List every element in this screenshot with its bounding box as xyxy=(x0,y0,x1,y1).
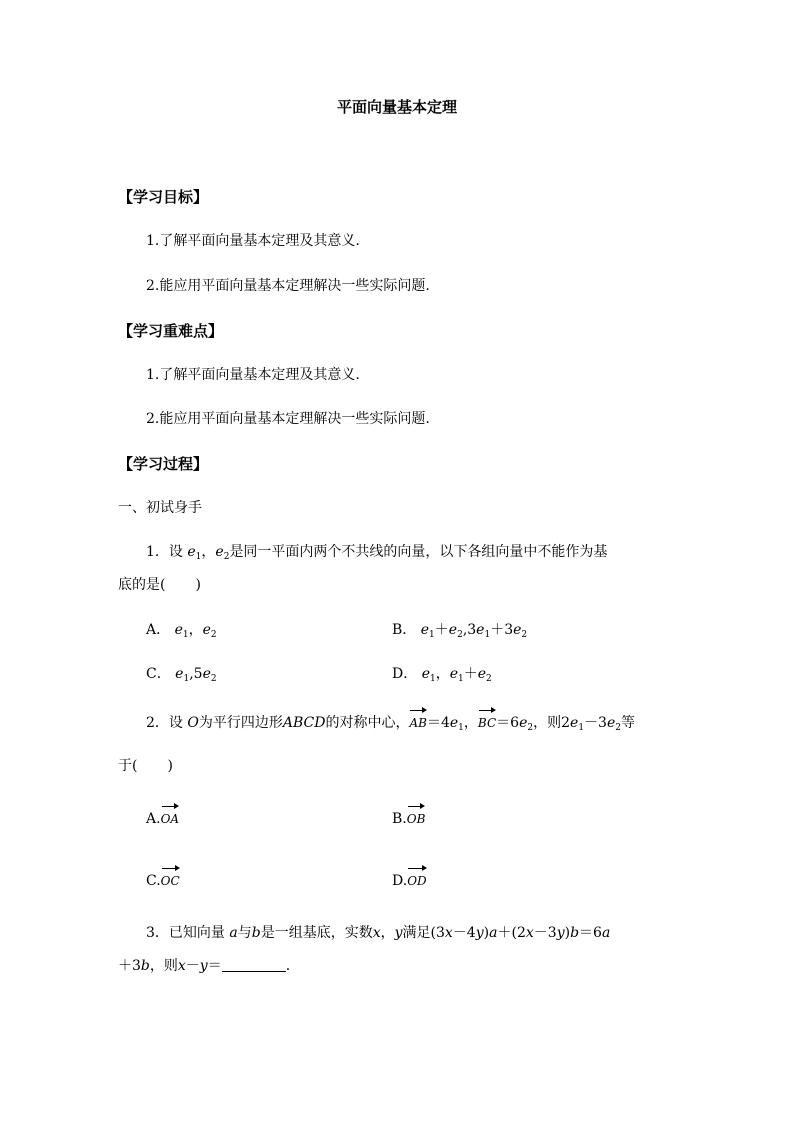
page-title: 平面向量基本定理 xyxy=(336,98,457,116)
goals-heading: 【学习目标】 xyxy=(118,188,209,206)
q3-line-2: ＋3b，则x－y＝ . xyxy=(118,958,291,974)
q2-number: 2．设 xyxy=(146,715,183,731)
key-item-2: 2.能应用平面向量基本定理解决一些实际问题. xyxy=(146,411,430,427)
q3-answer-blank[interactable] xyxy=(222,957,286,972)
q3-text-1: 与 xyxy=(237,925,252,941)
q2-option-d[interactable]: D.OD xyxy=(392,873,427,889)
q2-option-c-label: C. xyxy=(146,873,161,889)
q1-option-d[interactable]: D． $e_1$，$e_1+e_2$ xyxy=(392,666,492,684)
q2-option-a[interactable]: A.OA xyxy=(146,811,180,827)
q2-option-b-label: B. xyxy=(392,811,407,827)
q3-text-2: 是一组基底，实数 xyxy=(260,925,373,941)
goal-item-1: 1.了解平面向量基本定理及其意义. xyxy=(146,233,360,249)
q1-line-2 xyxy=(118,575,201,595)
q1-number: 1．设 xyxy=(146,544,183,560)
q3-text-3: 满足 xyxy=(402,925,431,941)
q1-line-1: 1．设 $e_1$，$e_2$是同一平面内两个不共线的向量，以下各组向量中不能作为基 xyxy=(146,544,608,562)
q2-option-d-label: D. xyxy=(392,873,408,889)
q1-option-a[interactable]: A． $e_1$，$e_2$ xyxy=(146,622,217,640)
q2-line-1: 2．设 O为平行四边形ABCD的对称中心，$AB=4e_1$，$BC=6e_2$，则$2e_1-3e_2$等 xyxy=(146,715,635,733)
q2-option-b[interactable]: B.OB xyxy=(392,811,426,827)
q1-option-d-label: D． xyxy=(392,666,418,682)
q1-option-c[interactable]: C． $e_1,5e_2$ xyxy=(146,666,217,684)
vector-ab: AB xyxy=(409,713,426,733)
q1-option-b[interactable]: B． $e_1+e_2,3e_1+3e_2$ xyxy=(392,622,528,640)
q2-line-2-text: 于( xyxy=(118,758,138,774)
q1-option-a-label: A． xyxy=(146,622,171,638)
q2-option-a-label: A. xyxy=(146,811,161,827)
q1-option-c-label: C． xyxy=(146,666,171,682)
key-points-heading: 【学习重难点】 xyxy=(118,322,224,340)
q2-text-2: 的对称中心， xyxy=(325,715,410,731)
q2-line-2-end: ) xyxy=(167,758,173,774)
q3-line-1: 3．已知向量 a与b是一组基底，实数x，y满足(3x－4y)a＋(2x－3y)b＝6a xyxy=(146,925,611,941)
goal-item-2: 2.能应用平面向量基本定理解决一些实际问题. xyxy=(146,278,430,294)
q2-option-c[interactable]: C.OC xyxy=(146,873,180,889)
vector-bc: BC xyxy=(478,713,496,733)
process-heading: 【学习过程】 xyxy=(118,455,209,473)
q3-text-4: 则 xyxy=(163,958,178,974)
key-item-1: 1.了解平面向量基本定理及其意义. xyxy=(146,367,360,383)
q2-line-2 xyxy=(118,756,173,776)
q2-text-4: 等 xyxy=(621,715,635,731)
q2-text-3: ，则 xyxy=(533,715,562,731)
q1-vec-e2: $e_2$ xyxy=(215,544,230,562)
q1-text-2-end: ) xyxy=(195,577,201,593)
q1-vec-e1: $e_1$ xyxy=(187,544,202,562)
q1-option-b-label: B． xyxy=(392,622,417,638)
part-one-label: 一、初试身手 xyxy=(118,500,202,516)
q1-text-2: 底的是( xyxy=(118,577,166,593)
q1-text-1: 是同一平面内两个不共线的向量，以下各组向量中不能作为基 xyxy=(229,544,608,560)
q2-text-1: 为平行四边形 xyxy=(198,715,283,731)
q3-number: 3．已知向量 xyxy=(146,925,225,941)
